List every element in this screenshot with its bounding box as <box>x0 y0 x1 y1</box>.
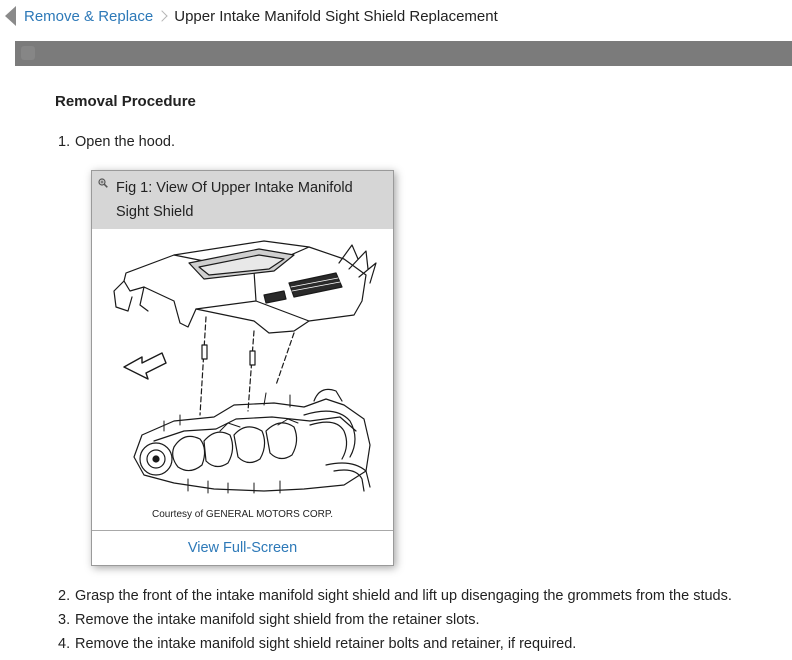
step-text: Open the hood. <box>75 134 175 150</box>
step-number: 3. <box>58 612 71 628</box>
step-3 <box>58 612 480 628</box>
step-text: Remove the intake manifold sight shield retainer bolts and retainer, if required. <box>75 636 577 652</box>
section-title: Removal Procedure <box>55 93 196 110</box>
toolbar-handle <box>21 46 35 60</box>
figure-header <box>92 171 393 229</box>
toolbar-bar <box>15 41 792 66</box>
step-4 <box>58 636 576 652</box>
step-1 <box>58 134 175 150</box>
engine-diagram-image[interactable] <box>104 235 384 497</box>
figure-divider <box>92 530 393 531</box>
chevron-right-icon <box>157 10 168 21</box>
breadcrumb <box>0 0 792 32</box>
breadcrumb-current: Upper Intake Manifold Sight Shield Replacement <box>174 7 498 25</box>
figure-credit: Courtesy of GENERAL MOTORS CORP. <box>152 509 333 520</box>
step-2 <box>58 588 732 604</box>
figure-card <box>91 170 394 566</box>
zoom-icon[interactable] <box>98 178 108 188</box>
back-arrow-icon[interactable] <box>5 6 16 26</box>
step-number: 1. <box>58 134 71 150</box>
step-text: Grasp the front of the intake manifold sight shield and lift up disengaging the grommets from the studs. <box>75 588 732 604</box>
breadcrumb-parent-link[interactable]: Remove & Replace <box>24 7 154 25</box>
step-text: Remove the intake manifold sight shield from the retainer slots. <box>75 612 480 628</box>
step-number: 4. <box>58 636 71 652</box>
step-number: 2. <box>58 588 71 604</box>
view-full-screen-link[interactable]: View Full-Screen <box>187 540 298 556</box>
figure-caption: Fig 1: View Of Upper Intake Manifold Sight Shield <box>116 180 353 220</box>
